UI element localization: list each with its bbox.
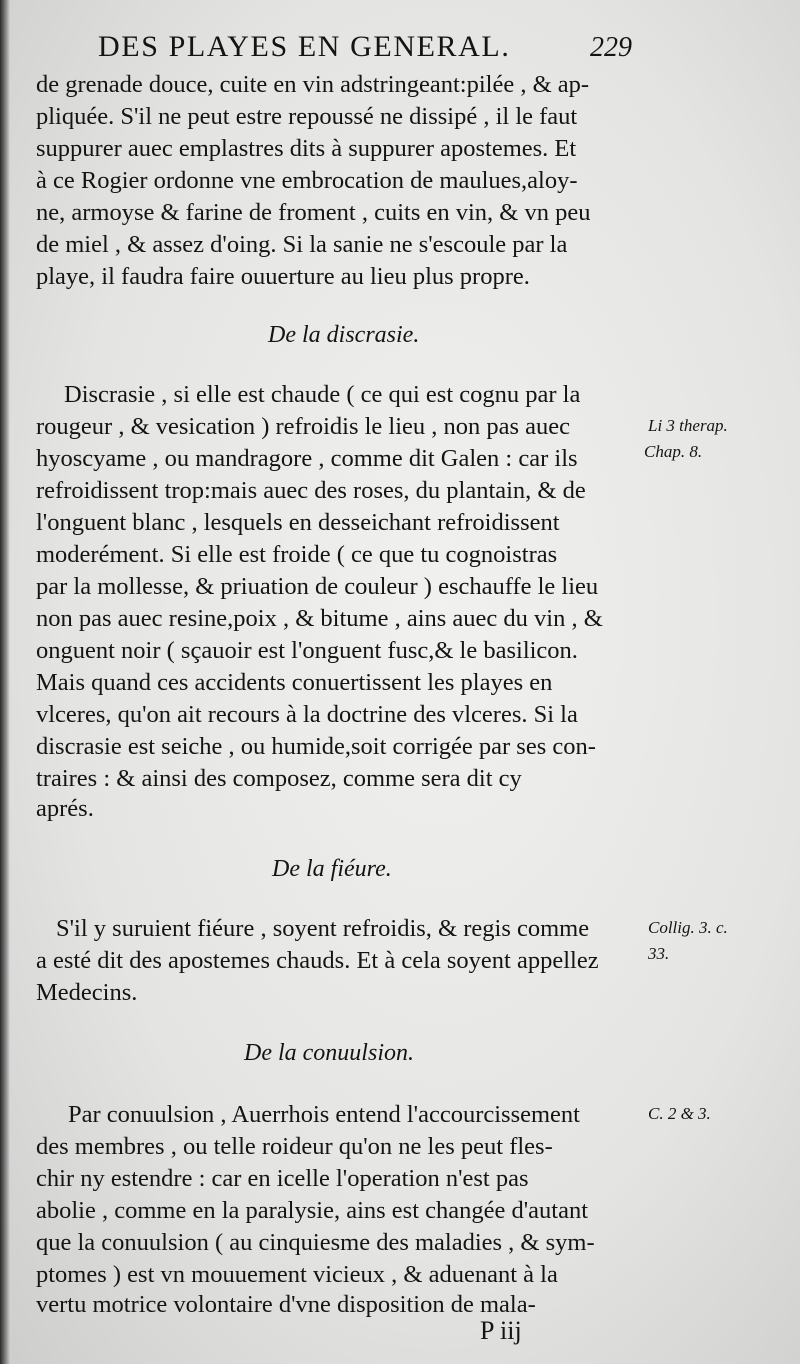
signature-mark: P iij <box>480 1316 522 1345</box>
page-number: 229 <box>590 32 632 63</box>
page-edge-shadow <box>0 0 10 1364</box>
text-line: onguent noir ( sçauoir est l'onguent fusc,& le basilicon. <box>36 637 578 664</box>
running-head: DES PLAYES EN GENERAL. <box>98 30 511 63</box>
text-line: Discrasie , si elle est chaude ( ce qui est cognu par la <box>64 381 581 408</box>
text-line: Mais quand ces accidents conuertissent les playes en <box>36 669 553 696</box>
text-line: à ce Rogier ordonne vne embrocation de maulues,aloy- <box>36 167 578 194</box>
text-line: abolie , comme en la paralysie, ains est changée d'autant <box>36 1197 589 1224</box>
page-header <box>0 30 800 70</box>
margin-note: C. 2 & 3. <box>648 1104 711 1123</box>
margin-note: Li 3 therap. <box>648 416 728 435</box>
margin-note: Collig. 3. c. <box>648 918 728 937</box>
text-line: l'onguent blanc , lesquels en desseichant refroidissent <box>36 509 560 536</box>
margin-note: 33. <box>648 944 670 963</box>
section-heading-discrasie: De la discrasie. <box>268 322 420 348</box>
margin-note: Chap. 8. <box>644 442 703 461</box>
text-line: hyoscyame , ou mandragore , comme dit Galen : car ils <box>36 445 578 472</box>
text-line: pliquée. S'il ne peut estre repoussé ne dissipé , il le faut <box>36 103 578 130</box>
text-line: playe, il faudra faire ouuerture au lieu plus propre. <box>36 263 530 290</box>
text-line: ne, armoyse & farine de froment , cuits en vin, & vn peu <box>36 199 591 226</box>
text-line: vertu motrice volontaire d'vne disposition de mala- <box>36 1291 536 1318</box>
text-line: Medecins. <box>36 979 138 1006</box>
text-line: par la mollesse, & priuation de couleur ) eschauffe le lieu <box>36 573 599 600</box>
text-line: des membres , ou telle roideur qu'on ne les peut fles- <box>36 1133 553 1160</box>
text-line: de grenade douce, cuite en vin adstringeant:pilée , & ap- <box>36 71 590 98</box>
text-line: aprés. <box>36 795 94 822</box>
text-line: moderément. Si elle est froide ( ce que tu cognoistras <box>36 541 558 568</box>
text-line: ptomes ) est vn mouuement vicieux , & aduenant à la <box>36 1261 558 1288</box>
text-line: rougeur , & vesication ) refroidis le lieu , non pas auec <box>36 413 571 440</box>
text-line: vlceres, qu'on ait recours à la doctrine des vlceres. Si la <box>36 701 578 728</box>
text-line: a esté dit des apostemes chauds. Et à cela soyent appellez <box>36 947 599 974</box>
text-line: suppurer auec emplastres dits à suppurer apostemes. Et <box>36 135 577 162</box>
section-heading-conuulsion: De la conuulsion. <box>244 1040 414 1066</box>
text-line: de miel , & assez d'oing. Si la sanie ne s'escoule par la <box>36 231 568 258</box>
text-line: Par conuulsion , Auerrhois entend l'accourcissement <box>68 1101 580 1128</box>
text-line: refroidissent trop:mais auec des roses, du plantain, & de <box>36 477 586 504</box>
text-line: chir ny estendre : car en icelle l'operation n'est pas <box>36 1165 529 1192</box>
text-line: non pas auec resine,poix , & bitume , ains auec du vin , & <box>36 605 603 632</box>
text-line: traires : & ainsi des composez, comme sera dit cy <box>36 765 522 792</box>
text-line: discrasie est seiche , ou humide,soit corrigée par ses con- <box>36 733 596 760</box>
text-line: que la conuulsion ( au cinquiesme des maladies , & sym- <box>36 1229 595 1256</box>
text-line: S'il y suruient fiéure , soyent refroidis, & regis comme <box>56 915 590 942</box>
section-heading-fieure: De la fiéure. <box>272 856 392 882</box>
